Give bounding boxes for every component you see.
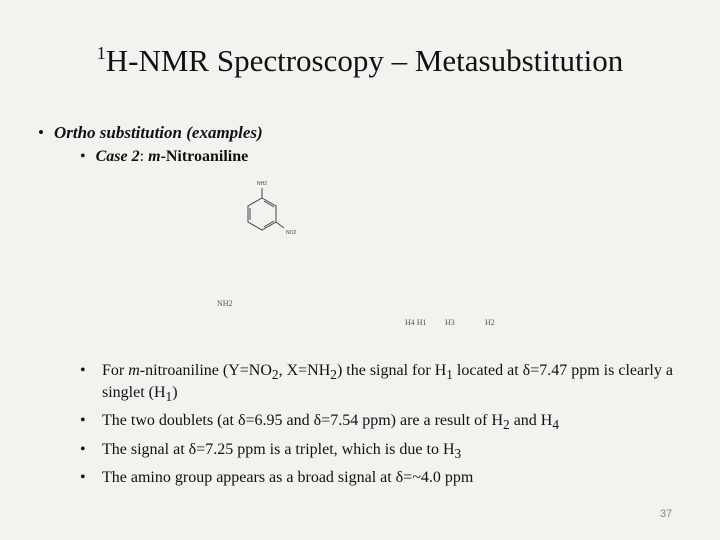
list-item: • For m-nitroaniline ($Y=NO_2$, $X=NH_2$) the signal for $H_1$ located at δ=7.47 ppm is clearly a singlet $(H_1)$ xyxy=(80,362,690,406)
list-item: • The two doublets (at δ=6.95 and δ=7.54 ppm) are a result of $H_2$ and $H_4$ xyxy=(80,412,690,434)
amine-group-label: NH2 xyxy=(256,181,268,187)
spectrum-label-h4-h1: H4 H1 xyxy=(405,318,427,327)
spectrum-label-h2: H2 xyxy=(485,318,495,327)
bullet-case-2: • Case 2: m-Nitroaniline xyxy=(80,148,249,165)
nitro-group-label: NO2 xyxy=(286,230,297,236)
benzene-ring xyxy=(248,198,276,230)
spectrum-label-nh2: NH2 xyxy=(217,299,233,308)
explanation-list xyxy=(80,362,690,493)
m-nitroaniline-structure xyxy=(228,176,308,246)
bullet-ortho-substitution: • Ortho substitution (examples) xyxy=(38,123,263,142)
list-item: • The amino group appears as a broad signal at δ=~4.0 ppm xyxy=(80,469,690,487)
slide-title: $^1$H-NMR Spectroscopy – Metasubstitution xyxy=(96,43,624,78)
page-number: 37 xyxy=(660,508,673,520)
spectrum-label-h3: H3 xyxy=(445,318,455,327)
nitro-bond xyxy=(276,222,284,228)
list-item: • The signal at δ=7.25 ppm is a triplet, which is due to $H_3$ xyxy=(80,441,690,463)
